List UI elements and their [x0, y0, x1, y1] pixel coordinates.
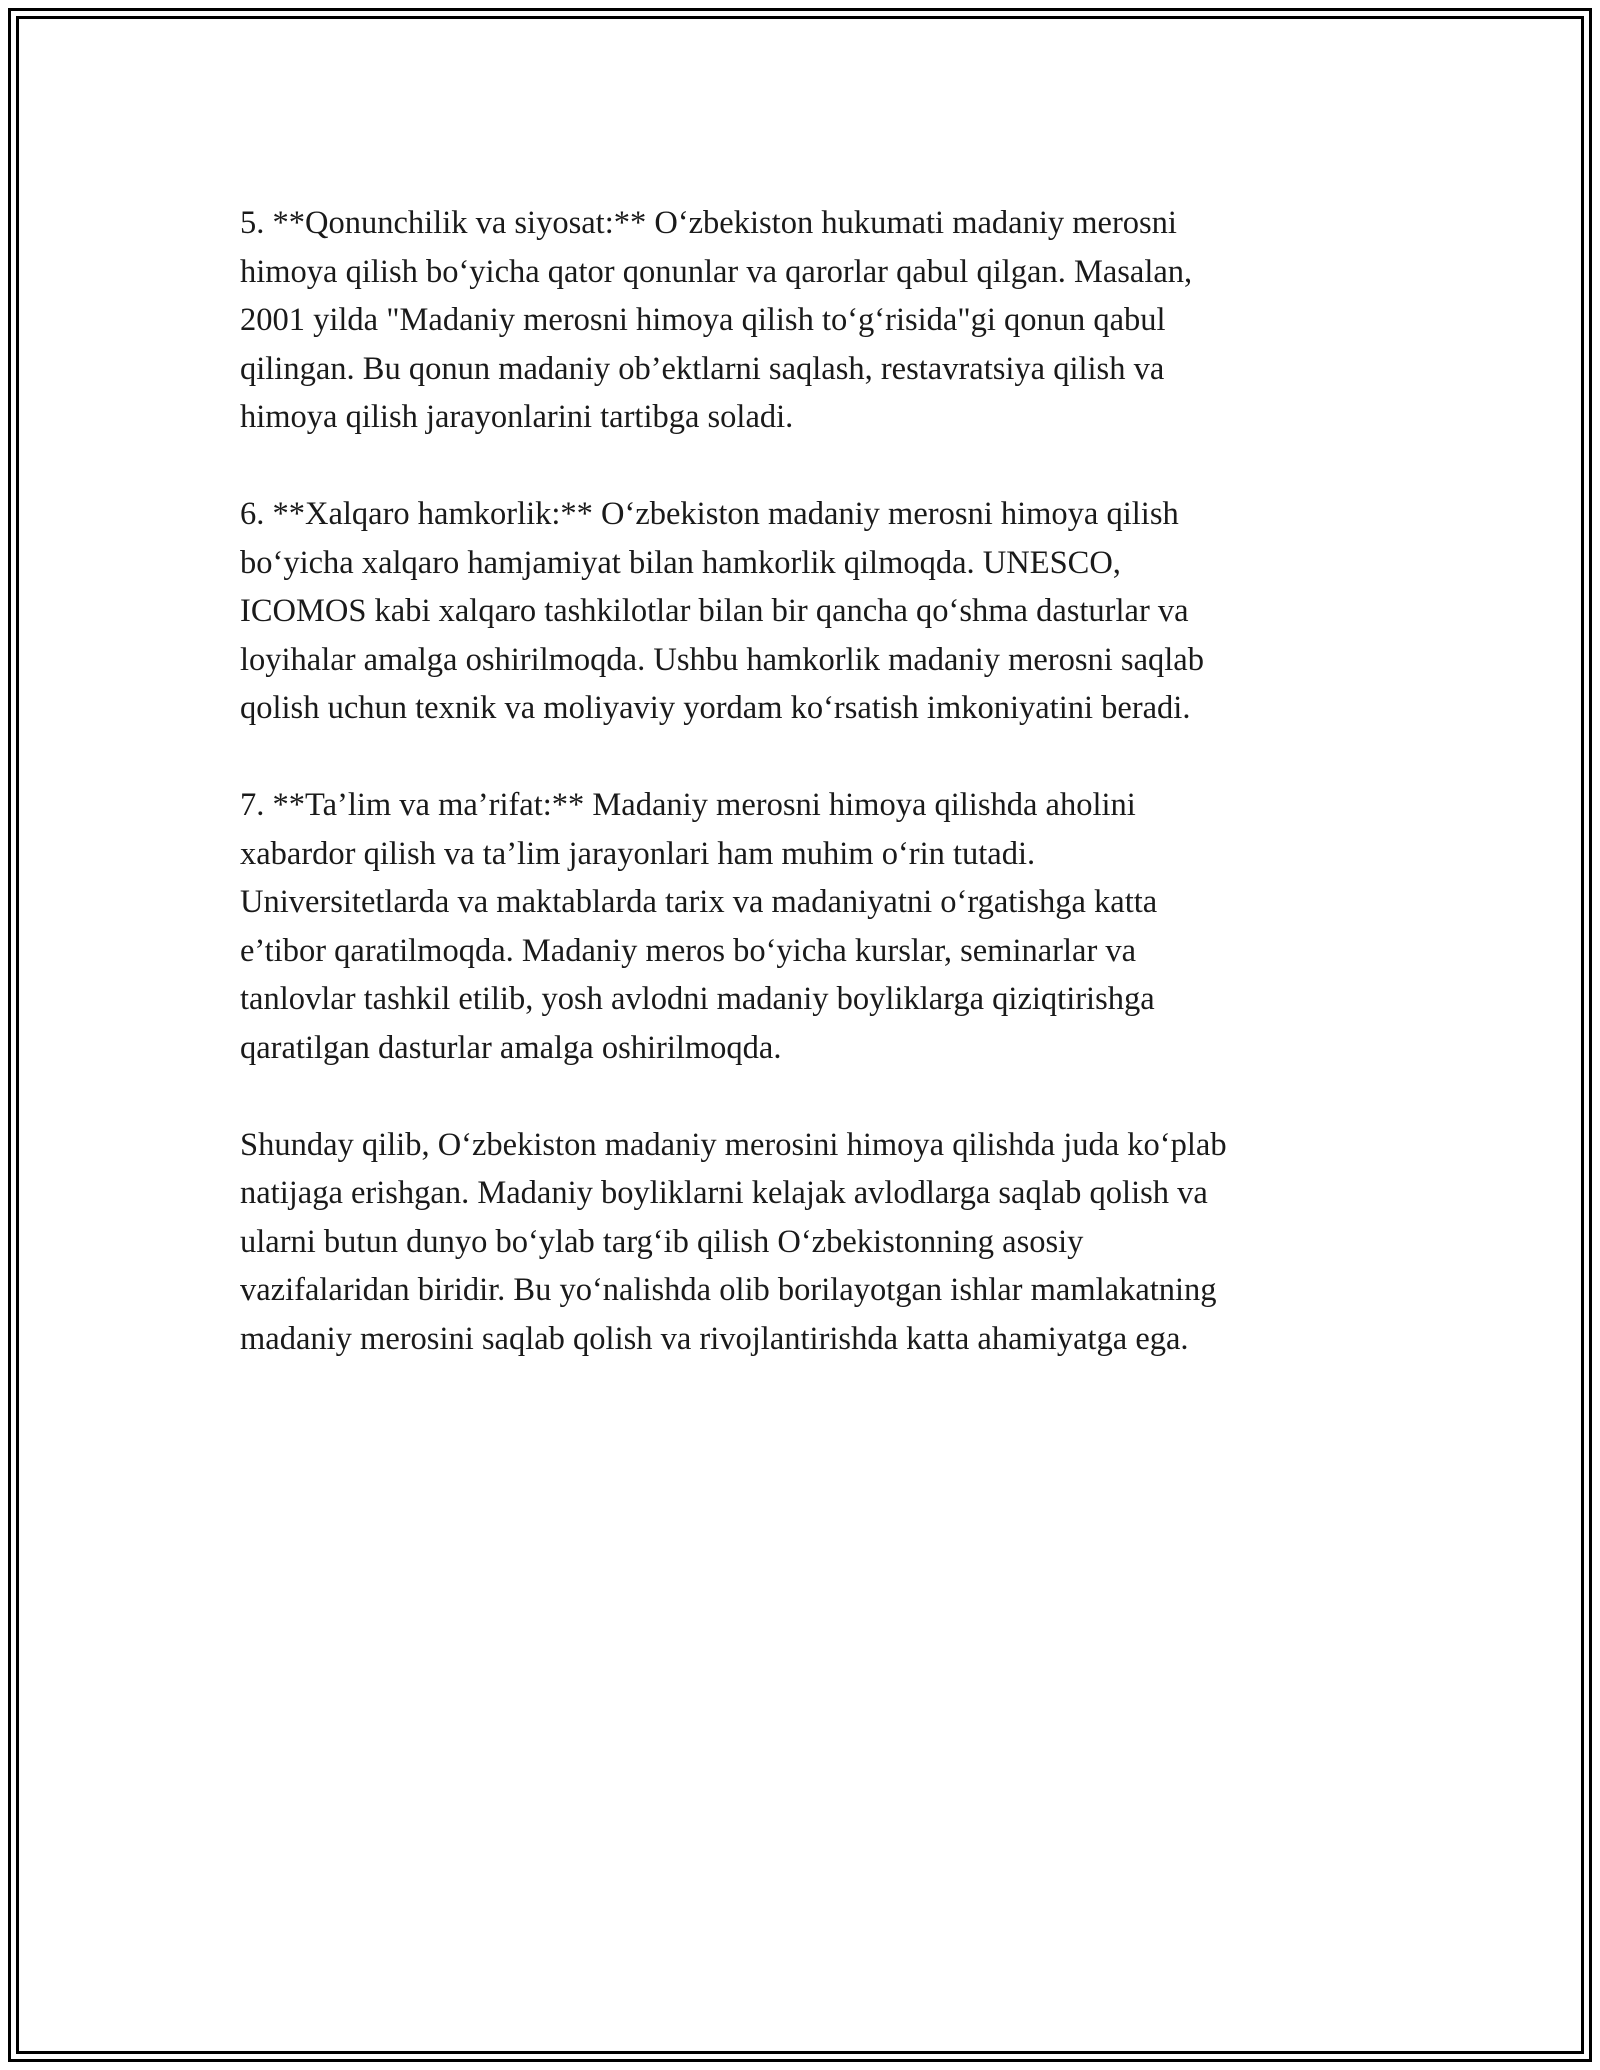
paragraph-conclusion: [240, 1121, 1380, 1364]
text-line: 7. **Ta’lim va ma’rifat:** Madaniy merosni himoya qilishda aholini: [240, 787, 1136, 823]
paragraph-legislation: [240, 199, 1380, 442]
paragraph-education: [240, 781, 1380, 1072]
text-line: qaratilgan dasturlar amalga oshirilmoqda.: [240, 1029, 782, 1066]
text-line: qolish uchun texnik va moliyaviy yordam ko‘rsatish imkoniyatini beradi.: [240, 690, 1191, 726]
text-line: madaniy merosini saqlab qolish va rivojlantirishda katta ahamiyatga ega.: [240, 1320, 1189, 1357]
text-line: himoya qilish bo‘yicha qator qonunlar va qarorlar qabul qilgan. Masalan,: [240, 253, 1193, 290]
text-line: himoya qilish jarayonlarini tartibga soladi.: [240, 399, 794, 435]
text-line: Shunday qilib, O‘zbekiston madaniy merosini himoya qilishda juda ko‘plab: [240, 1126, 1227, 1163]
paragraph-international-cooperation: [240, 490, 1380, 733]
text-line: e’tibor qaratilmoqda. Madaniy meros bo‘yicha kurslar, seminarlar va: [240, 932, 1137, 969]
text-line: 2001 yilda "Madaniy merosni himoya qilish to‘g‘risida"gi qonun qabul: [240, 302, 1166, 338]
page-inner-border: [16, 16, 1584, 2054]
document-body: [240, 199, 1380, 1412]
text-line: xabardor qilish va ta’lim jarayonlari ham muhim o‘rin tutadi.: [240, 835, 1036, 872]
text-line: 5. **Qonunchilik va siyosat:** O‘zbekiston hukumati madaniy merosni: [240, 205, 1177, 241]
text-line: ICOMOS kabi xalqaro tashkilotlar bilan bir qancha qo‘shma dasturlar va: [240, 593, 1189, 629]
text-line: vazifalaridan biridir. Bu yo‘nalishda olib borilayotgan ishlar mamlakatning: [240, 1272, 1217, 1308]
page-outer-border: [8, 8, 1592, 2062]
text-line: 6. **Xalqaro hamkorlik:** O‘zbekiston madaniy merosni himoya qilish: [240, 496, 1179, 532]
text-line: bo‘yicha xalqaro hamjamiyat bilan hamkorlik qilmoqda. UNESCO,: [240, 544, 1121, 581]
text-line: qilingan. Bu qonun madaniy ob’ektlarni saqlash, restavratsiya qilish va: [240, 350, 1165, 387]
text-line: natijaga erishgan. Madaniy boyliklarni kelajak avlodlarga saqlab qolish va: [240, 1175, 1208, 1211]
text-line: loyihalar amalga oshirilmoqda. Ushbu hamkorlik madaniy merosni saqlab: [240, 641, 1204, 678]
text-line: ularni butun dunyo bo‘ylab targ‘ib qilish O‘zbekistonning asosiy: [240, 1223, 1084, 1260]
text-line: tanlovlar tashkil etilib, yosh avlodni madaniy boyliklarga qiziqtirishga: [240, 981, 1155, 1017]
text-line: Universitetlarda va maktablarda tarix va madaniyatni o‘rgatishga katta: [240, 884, 1158, 920]
